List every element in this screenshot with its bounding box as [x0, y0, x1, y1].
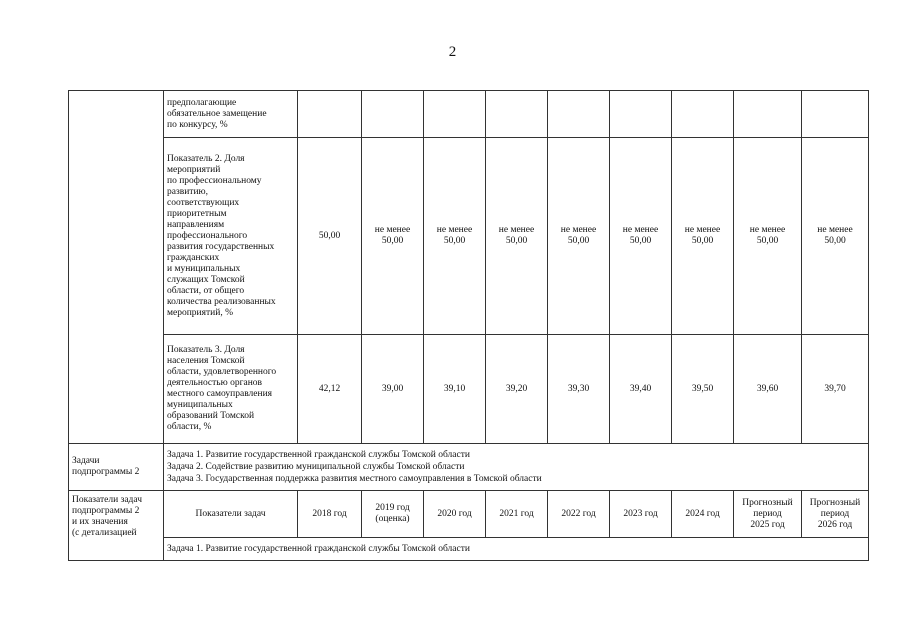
value-cell: 39,60	[734, 335, 802, 444]
value-cell	[362, 91, 424, 138]
column-header: Прогнозный период 2026 год	[802, 491, 869, 538]
column-header: 2020 год	[424, 491, 486, 538]
value-cell: не менее 50,00	[362, 138, 424, 335]
value-cell	[548, 91, 610, 138]
value-cell: не менее 50,00	[486, 138, 548, 335]
value-cell	[802, 91, 869, 138]
value-cell: 39,00	[362, 335, 424, 444]
task1-title: Задача 1. Развитие государственной гражданской службы Томской области	[164, 538, 869, 561]
column-header: 2024 год	[672, 491, 734, 538]
value-cell	[486, 91, 548, 138]
indicator-description: Показатель 3. Доля населения Томской области, удовлетворенного деятельностью органов местного самоуправления муниципальных образований Томской области, %	[164, 335, 298, 444]
value-cell: не менее 50,00	[610, 138, 672, 335]
value-cell	[424, 91, 486, 138]
value-cell: не менее 50,00	[672, 138, 734, 335]
column-header: Показатели задач	[164, 491, 298, 538]
column-header: 2022 год	[548, 491, 610, 538]
value-cell: не менее 50,00	[734, 138, 802, 335]
indicator-description: предполагающие обязательное замещение по конкурсу, %	[164, 91, 298, 138]
value-cell: 39,30	[548, 335, 610, 444]
value-cell	[672, 91, 734, 138]
column-header: 2021 год	[486, 491, 548, 538]
table-row	[69, 91, 869, 138]
value-cell: 39,50	[672, 335, 734, 444]
value-cell: 50,00	[298, 138, 362, 335]
column-header: 2023 год	[610, 491, 672, 538]
task-indicators-label: Показатели задач подпрограммы 2 и их значения (с детализацией	[69, 491, 164, 561]
value-cell	[298, 91, 362, 138]
value-cell	[734, 91, 802, 138]
task-item: Задача 3. Государственная поддержка развития местного самоуправления в Томской области	[167, 473, 542, 484]
tasks-label: Задачи подпрограммы 2	[69, 444, 164, 491]
table-row	[69, 444, 869, 491]
column-header: 2018 год	[298, 491, 362, 538]
value-cell: 39,70	[802, 335, 869, 444]
table-row	[69, 538, 869, 561]
table-row	[69, 138, 869, 335]
empty-side-cell	[69, 91, 164, 444]
value-cell: не менее 50,00	[424, 138, 486, 335]
indicator-description: Показатель 2. Доля мероприятий по профессиональному развитию, соответствующих приоритетным направлениям профессионального развития государственных гражданских и муниципальных служащих Томской области, от общего количества реализованных мероприятий, %	[164, 138, 298, 335]
tasks-list	[164, 444, 869, 491]
value-cell: не менее 50,00	[548, 138, 610, 335]
task-item: Задача 1. Развитие государственной гражданской службы Томской области	[167, 449, 470, 460]
table-row	[69, 335, 869, 444]
task-item: Задача 2. Содействие развитию муниципальной службы Томской области	[167, 461, 465, 472]
value-cell: 39,20	[486, 335, 548, 444]
value-cell	[610, 91, 672, 138]
value-cell: не менее 50,00	[802, 138, 869, 335]
value-cell: 39,40	[610, 335, 672, 444]
column-header: Прогнозный период 2025 год	[734, 491, 802, 538]
subprogram-table	[68, 90, 869, 561]
value-cell: 42,12	[298, 335, 362, 444]
table-header-row	[69, 491, 869, 538]
page-number: 2	[448, 44, 457, 60]
value-cell: 39,10	[424, 335, 486, 444]
column-header: 2019 год (оценка)	[362, 491, 424, 538]
